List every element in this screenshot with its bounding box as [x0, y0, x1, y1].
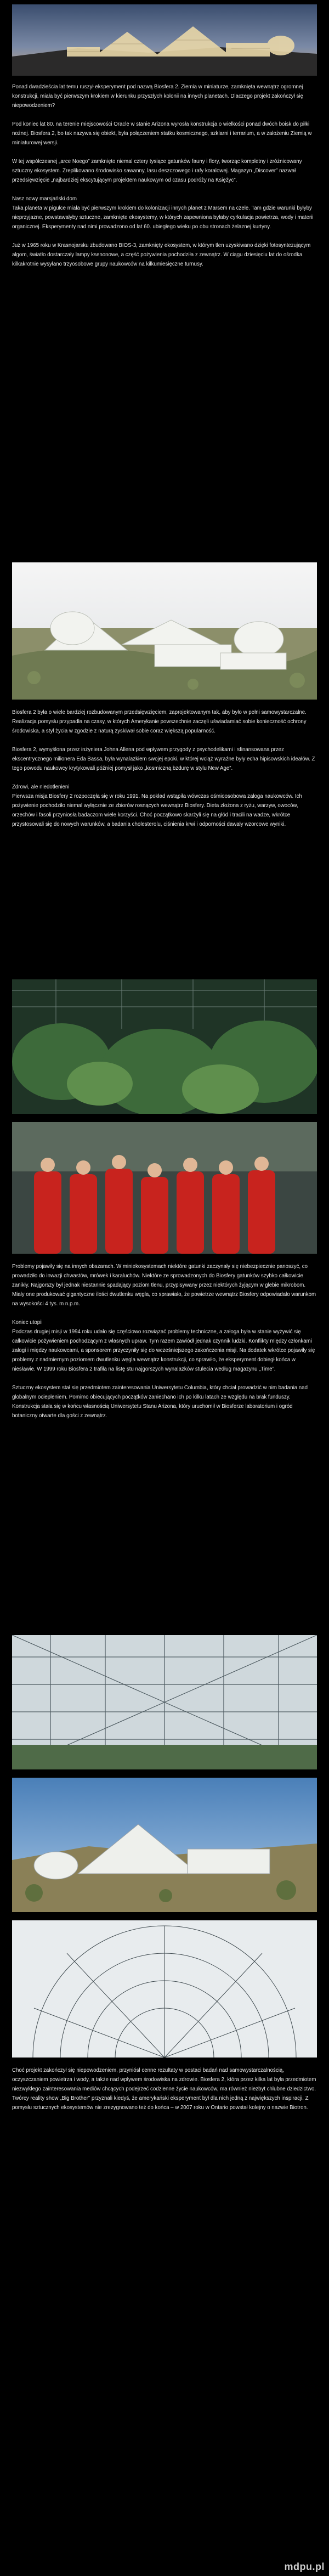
paragraph: Pierwsza misja Biosfery 2 rozpoczęła się w roku 1991. Na pokład wstąpiła wówczas ośmioosobowa załoga naukowców. Ich pożywienie pochodziło niemal wyłącznie ze zbiorów rosnących wewnątrz Biosfery. Dieta złożona z ryżu, warzyw, owoców, orzechów i fasoli przyniosła badaczom wiele korzyści. Choć początkowo skarżyli się na głód i tracili na wadze, wkrótce przystosowali się do nowych warunków, a badania cholesterolu, ciśnienia krwi i odporności dawały wzorcowe wyniki.: [12, 793, 302, 827]
photo-dome-ceiling: [12, 1920, 317, 2058]
paragraph: Choć projekt zakończył się niepowodzeniem, przyniósł cenne rezultaty w postaci badań nad samowystarczalnością, oczyszczaniem powietrza i wody, a także nad wpływem środowiska na zdrowie. Biosfera 2, która przez kilka lat była przedmiotem niezwykłego zainteresowania mediów chcących podejrzeć codzienne życie naukowców, ma również niezbyt chlubne dziedzictwo. Twórcy reality show „Big Brother” przyznali kiedyś, że amerykański eksperyment był dla nich jedną z największych inspiracji. Z pomysłu sztucznych ekosystemów nie zrezygnowano też do końca – w 2007 roku w Ontario powstał kolejny o nazwie Biotron.: [12, 2067, 316, 2111]
paragraph: Sztuczny ekosystem stał się przedmiotem zainteresowania Uniwersytetu Columbia, który chciał prowadzić w nim badania nad globalnym ociepleniem. Pomimo obiecujących początków zaniechano ich po kilku latach ze względu na brak funduszy. Konstrukcja stała się w końcu własnością Uniwersytetu Stanu Arizona, który uruchomił w Biosferze laboratorium i ogród botaniczny otwarte dla gości z zewnątrz.: [12, 1385, 308, 1419]
subheading: Nasz nowy marsjański dom: [12, 196, 77, 202]
article-section-3: [12, 1262, 317, 1430]
subheading: Zdrowi, ale niedotlenieni: [12, 784, 70, 790]
photo-interior-structure: [12, 1635, 317, 1769]
paragraph: Podczas drugiej misji w 1994 roku udało się częściowo rozwiązać problemy techniczne, a załoga była w stanie wyżywić się całkowicie pożywieniem pochodzącym z własnych upraw. Tym razem zawiódł jednak czynnik ludzki. Konflikty między członkami załogi i między naukowcami, a sponsorem przyczyniły się do wcześniejszego zakończenia misji. Na dodatek wkrótce pojawiły się problemy z nadmiernym poziomem dwutlenku węgla wewnątrz konstrukcji, co sprawiło, że eksperyment dobiegł końca w niesławie. W 1999 roku Biosfera 2 trafiła na listę stu najgorszych wynalazków stulecia według magazynu „Time”.: [12, 1329, 315, 1372]
paragraph: Biosfera 2 była o wiele bardziej rozbudowanym przedsięwzięciem, zaprojektowanym tak, aby było w pełni samowystarczalne. Realizacja pomysłu przypadła na czasy, w których Amerykanie powszechnie zaczęli uświadamiać sobie konieczność ochrony środowiska, a styl życia w zgodzie z naturą zyskiwał sobie coraz większą popularność.: [12, 709, 307, 734]
article-section-4: [12, 2066, 317, 2122]
photo-interior-jungle: [12, 979, 317, 1114]
site-watermark: mdpu.pl: [284, 2561, 325, 2572]
photo-exterior-day: [12, 1778, 317, 1912]
paragraph: Biosfera 2, wymyślona przez inżyniera Johna Allena pod wpływem przygody z psychodelikami i sfinansowana przez ekscentrycznego milionera Eda Bassa, była wynalazkiem swojej epoki, w której wciąż wyraźne były echa hipisowskich ideałów. Z tego powodu naukowcy krytykowali później pomysł jako „kosmiczną bzdurę w stylu New Age”.: [12, 747, 315, 771]
paragraph: Taka planeta w pigułce miała być pierwszym krokiem do kolonizacji innych planet z Marsem na czele. Tam gdzie warunki byłyby nieprzyjazne, powstawałyby sztuczne, zamknięte ekosystemy, w których zapewniona byłaby cyrkulacja powietrza, wody i materii organicznej. Eksperymenty nad nimi prowadzono od lat 60. ubiegłego wieku po obu stronach żelaznej kurtyny.: [12, 205, 314, 230]
subheading: Koniec utopii: [12, 1320, 43, 1326]
paragraph: Problemy pojawiły się na innych obszarach. W miniekosystemach niektóre gatunki zaczynały się niebezpiecznie panoszyć, co prowadziło do inwazji chwastów, mrówek i karaluchów. Niektóre ze sprowadzonych do Biosfery gatunków szybko całkowicie zanikły. Najgorszy był jednak niestannie spadający poziom tlenu, przypisywany przez niektórych żyjącym w glebie mikrobom. Miały one produkować gigantyczne ilości dwutlenku węgla, co sprawiało, że powietrze wewnątrz Biosfery odpowiadało warunkom na wysokości 4 tys. m n.p.m.: [12, 1264, 316, 1307]
article-section-2: [12, 708, 317, 838]
paragraph: Pod koniec lat 80. na terenie miejscowości Oracle w stanie Arizona wyrosła konstrukcja o wielkości ponad dwóch boisk do piłki nożnej. Biosfera 2, bo tak nazywa się obiekt, była połączeniem statku kosmicznego, szklarni i terrarium, a w założeniu Ziemią w miniaturowej wersji.: [12, 121, 312, 146]
article-section-1: [12, 82, 317, 278]
paragraph: Już w 1965 roku w Krasnojarsku zbudowano BIOS-3, zamknięty ekosystem, w którym tlen uzyskiwano dzięki fotosyntezującym algom, światło dostarczały lampy ksenonowe, a część pożywienia pochodziła z zewnątrz. W ciągu dziesięciu lat do ośrodka kilkakrotnie wysyłano trzyosobowe grupy naukowców na kilkumiesięczne turnusy.: [12, 243, 311, 267]
photo-crew-red-suits: [12, 1122, 317, 1254]
paragraph: W tej współczesnej „arce Noego” zamknięto niemal cztery tysiące gatunków fauny i flory, tworząc kompletny i zróżnicowany sztuczny ekosystem. Zreplikowano środowisko sawanny, lasu deszczowego i rafy koralowej. Magazyn „Discover” nazwał przedsięwzięcie „najbardziej ekscytującym projektem naukowym od czasu podróży na Księżyc”.: [12, 159, 302, 183]
paragraph: Ponad dwadzieścia lat temu ruszył eksperyment pod nazwą Biosfera 2. Ziemia w miniaturze, zamknięta wewnątrz ogromnej konstrukcji, miała być pierwszym krokiem w kierunku przyszłych kolonii na innych planetach. Dlaczego projekt zakończył się niepowodzeniem?: [12, 84, 303, 109]
photo-biosphere-aerial: [12, 562, 317, 700]
photo-biosphere-dusk: [12, 4, 317, 76]
